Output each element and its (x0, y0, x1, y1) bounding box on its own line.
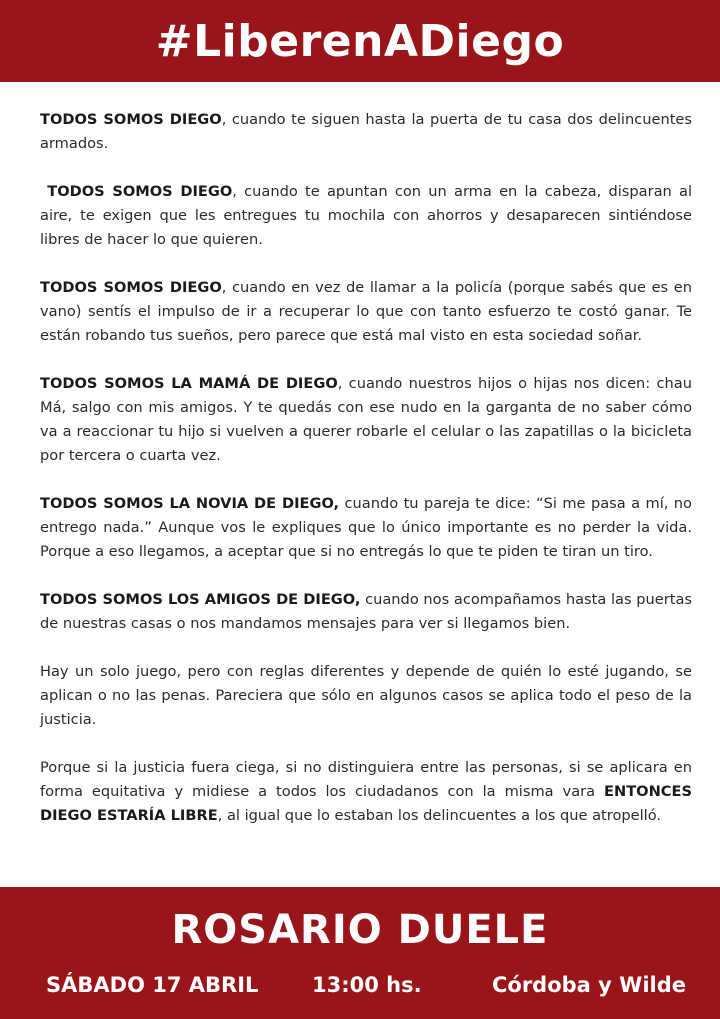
paragraph-lead: TODOS SOMOS DIEGO (47, 183, 233, 200)
slogan: ROSARIO DUELE (171, 907, 549, 953)
event-date: SÁBADO 17 ABRIL (46, 973, 259, 997)
event-place: Córdoba y Wilde (491, 973, 686, 997)
paragraph-body: , cuando en vez de llamar a la policía (porque sabés que es en vano) sentís el impulso de ir a recuperar lo que con tanto esfuerzo te costó ganar. Te están robando tus sueños, pero parece que está mal visto en esta sociedad soñar. (40, 279, 692, 344)
closing-emphasis: ENTONCES DIEGO ESTARÍA LIBRE (40, 783, 692, 824)
paragraph-body: , cuando te siguen hasta la puerta de tu casa dos delincuentes armados. (40, 111, 692, 152)
paragraph-4 (40, 372, 692, 468)
paragraph-6 (40, 588, 692, 636)
footer-banner (0, 887, 720, 1019)
paragraph-body: cuando nos acompañamos hasta las puertas de nuestras casas o nos mandamos mensajes para ver si llegamos bien. (40, 591, 692, 632)
paragraph-5 (40, 492, 692, 564)
paragraph-body: , cuando nuestros hijos o hijas nos dicen: chau Má, salgo con mis amigos. Y te quedás con ese nudo en la garganta de no saber cómo va a reaccionar tu hijo si vuelven a querer robarle el celular o las zapatillas o la bicicleta por tercera o cuarta vez. (40, 375, 692, 464)
paragraph-1 (40, 108, 692, 156)
event-time: 13:00 hs. (312, 973, 422, 997)
closing-text-after: , al igual que lo estaban los delincuentes a los que atropelló. (217, 807, 662, 824)
paragraph-7 (40, 660, 692, 732)
paragraph-3 (40, 276, 692, 348)
paragraph-body: cuando tu pareja te dice: “Si me pasa a mí, no entrego nada.” Aunque vos le expliques que lo único importante es no perder la vida. Porque a eso llegamos, a aceptar que si no entregás lo que te piden te tiran un tiro. (40, 495, 692, 560)
paragraph-lead: TODOS SOMOS DIEGO (40, 279, 222, 296)
manifesto-text (40, 108, 692, 828)
header-banner (0, 0, 720, 82)
closing-text-before: Porque si la justicia fuera ciega, si no distinguiera entre las personas, si se aplicara en forma equitativa y midiese a todos los ciudadanos con la misma vara (40, 759, 692, 800)
paragraph-2 (40, 180, 692, 252)
paragraph-body: , cuando te apuntan con un arma en la cabeza, disparan al aire, te exigen que les entregues tu mochila con ahorros y desaparecen sintiéndose libres de hacer lo que quieren. (40, 183, 693, 248)
paragraph-body: Hay un solo juego, pero con reglas diferentes y depende de quién lo esté jugando, se aplican o no las penas. Pareciera que sólo en algunos casos se aplica todo el peso de la justicia. (40, 663, 692, 728)
paragraph-lead: TODOS SOMOS LA MAMÁ DE DIEGO (40, 375, 338, 392)
paragraph-lead: TODOS SOMOS LA NOVIA DE DIEGO, (40, 495, 340, 512)
closing-paragraph (40, 756, 692, 828)
paragraph-lead: TODOS SOMOS LOS AMIGOS DE DIEGO, (40, 591, 361, 608)
paragraph-lead: TODOS SOMOS DIEGO (40, 111, 222, 128)
hashtag-title: #LiberenADiego (155, 15, 565, 67)
